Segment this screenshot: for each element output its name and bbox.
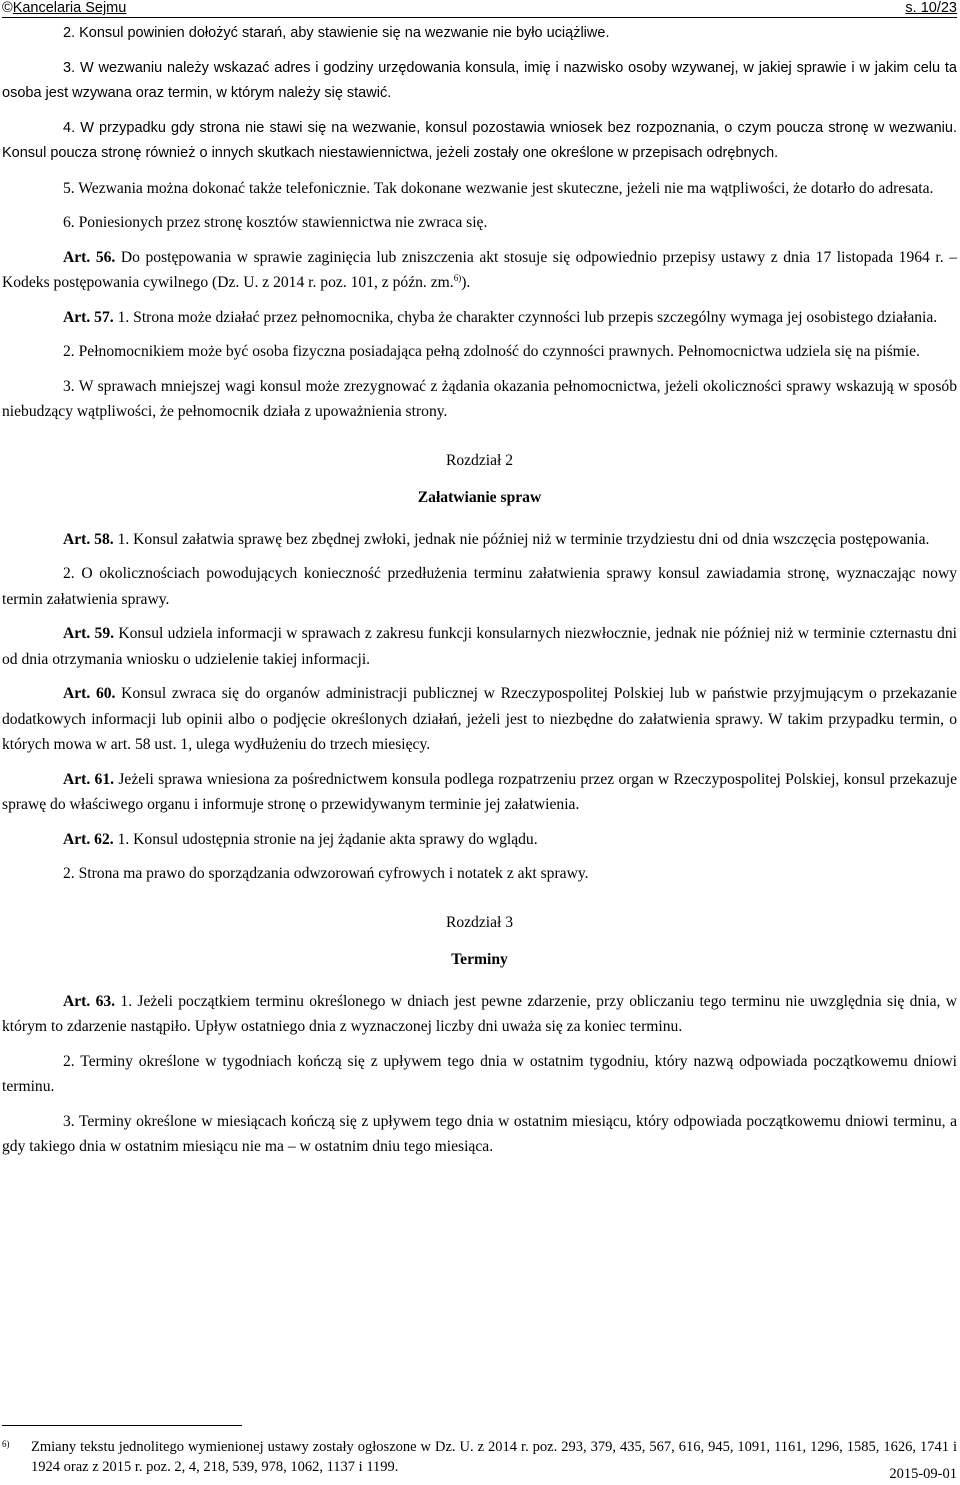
paragraph-5: 5. Wezwania można dokonać także telefonicznie. Tak dokonane wezwanie jest skuteczne, jeżeli nie ma wątpliwości, że dotarło do adresata. [63,179,934,197]
page-header [2,0,957,20]
header-publisher-name: Kancelaria Sejmu [12,0,127,16]
article-58-2: 2. O okolicznościach powodujących konieczność przedłużenia terminu załatwienia sprawy konsul zawiadamia stronę, wyznaczając nowy termin załatwienia sprawy. [2,565,957,608]
chapter-3-label: Rozdział 3 [445,913,514,931]
header-rule [2,17,957,18]
article-61-text: Jeżeli sprawa wniesiona za pośrednictwem konsula podlega rozpatrzeniu przez organ w Rzeczypospolitej Polskiej, konsul przekazuje sprawę do właściwego organu i informuje stronę o przewidywanym terminie jej załatwienia. [2,770,957,813]
footnote-separator [2,1425,242,1426]
article-56-end: ). [461,274,471,291]
article-62-label: Art. 62. [63,830,114,848]
chapter-2-title: Załatwianie spraw [417,489,542,506]
article-59-text: Konsul udziela informacji w sprawach z zakresu funkcji konsularnych niezwłocznie, jednak nie później niż w terminie czternastu dni od dnia otrzymania wniosku o udzielenie takiej informacji. [2,625,957,668]
article-62-1-text: 1. Konsul udostępnia stronie na jej żądanie akta sprawy do wglądu. [113,830,538,848]
article-58-1-text: 1. Konsul załatwia sprawę bez zbędnej zwłoki, jednak nie później niż w terminie trzydziestu dni od dnia wszczęcia postępowania. [113,530,930,548]
article-57-1 [2,305,957,331]
article-56 [2,245,957,296]
article-56-text: Do postępowania w sprawie zaginięcia lub zniszczenia akt stosuje się odpowiednio przepisy ustawy z dnia 17 listopada 1964 r. – Kodeks postępowania cywilnego (Dz. U. z 2014 r. poz. 101, z późn. zm. [2,248,957,291]
article-57-3: 3. W sprawach mniejszej wagi konsul może zrezygnować z żądania okazania pełnomocnictwa, jeżeli okoliczności sprawy wskazują w sposób niebudzący wątpliwości, że pełnomocnik działa z upoważnienia strony. [2,377,957,420]
footnote-mark: 6) [2,1439,10,1449]
article-63-2: 2. Terminy określone w tygodniach kończą się z upływem tego dnia w ostatnim tygodniu, który nazwą odpowiada początkowemu dniowi terminu. [2,1052,957,1095]
paragraph-6: 6. Poniesionych przez stronę kosztów stawiennictwa nie zwraca się. [63,214,488,231]
article-63-1 [2,989,957,1040]
article-60-label: Art. 60. [63,685,116,702]
article-57-2: 2. Pełnomocnikiem może być osoba fizyczna posiadająca pełną zdolność do czynności prawnych. Pełnomocnictwa udziela się na piśmie. [63,343,920,360]
article-56-label: Art. 56. [63,248,116,266]
document-body [2,21,957,1169]
article-63-3: 3. Terminy określone w miesiącach kończą się z upływem tego dnia w ostatnim miesiącu, który odpowiada początkowemu dniowi terminu, a gdy takiego dnia w ostatnim miesiącu nie ma – w ostatnim dniu tego miesiąca. [2,1112,957,1155]
article-57-label: Art. 57. [63,308,114,326]
article-57-1-text: 1. Strona może działać przez pełnomocnika, chyba że charakter czynności lub przepis szczególny wymaga jej osobistego działania. [113,308,938,326]
article-58-label: Art. 58. [63,530,114,548]
article-59 [2,621,957,672]
chapter-3-title: Terminy [451,951,508,968]
paragraph-4: 4. W przypadku gdy strona nie stawi się na wezwanie, konsul pozostawia wniosek bez rozpoznania, o czym poucza stronę w wezwaniu. Konsul poucza stronę również o innych skutkach niestawiennictwa, jeżeli zostały one określone w przepisach odrębnych. [2,119,957,161]
paragraph-2: 2. Konsul powinien dołożyć starań, aby stawienie się na wezwanie nie było uciążliwe. [63,25,610,41]
article-63-1-text: 1. Jeżeli początkiem terminu określonego w dniach jest pewne zdarzenie, przy obliczaniu tego terminu nie uwzględnia się dnia, w którym to zdarzenie nastąpiło. Upływ ostatniego dnia z wyznaczonej liczby dni uważa się za koniec terminu. [2,992,957,1035]
document-date: 2015-09-01 [889,1466,957,1482]
footnote [2,1437,957,1477]
footnote-ref[interactable]: 6) [453,273,462,283]
article-62-2: 2. Strona ma prawo do sporządzania odwzorowań cyfrowych i notatek z akt sprawy. [63,865,589,882]
header-page-number: s. 10/23 [905,0,957,16]
article-62-1 [2,827,957,853]
header-publisher [2,0,126,16]
article-60 [2,681,957,758]
article-59-label: Art. 59. [63,625,115,642]
article-61-label: Art. 61. [63,770,115,788]
copyright-symbol: © [2,0,13,16]
article-60-text: Konsul zwraca się do organów administracji publicznej w Rzeczypospolitej Polskiej lub w państwie przyjmującym o przekazanie dodatkowych informacji lub opinii albo o podjęcie określonych działań, jeżeli jest to niezbędne do załatwienia sprawy. W takim przypadku termin, o których mowa w art. 58 ust. 1, ulega wydłużeniu do trzech miesięcy. [2,685,957,753]
paragraph-3: 3. W wezwaniu należy wskazać adres i godziny urzędowania konsula, imię i nazwisko osoby wzywanej, w jakiej sprawie i w jakim celu ta osoba jest wzywana oraz termin, w którym należy się stawić. [2,59,957,101]
article-63-label: Art. 63. [63,992,116,1010]
chapter-2-label: Rozdział 2 [445,451,514,469]
article-58-1 [2,527,957,553]
article-61 [2,767,957,818]
footnote-text: Zmiany tekstu jednolitego wymienionej ustawy zostały ogłoszone w Dz. U. z 2014 r. poz. 293, 379, 435, 567, 616, 945, 1091, 1161, 1296, 1585, 1626, 1741 i 1924 oraz z 2015 r. poz. 2, 4, 218, 539, 978, 1062, 1137 i 1199. [31,1439,957,1475]
